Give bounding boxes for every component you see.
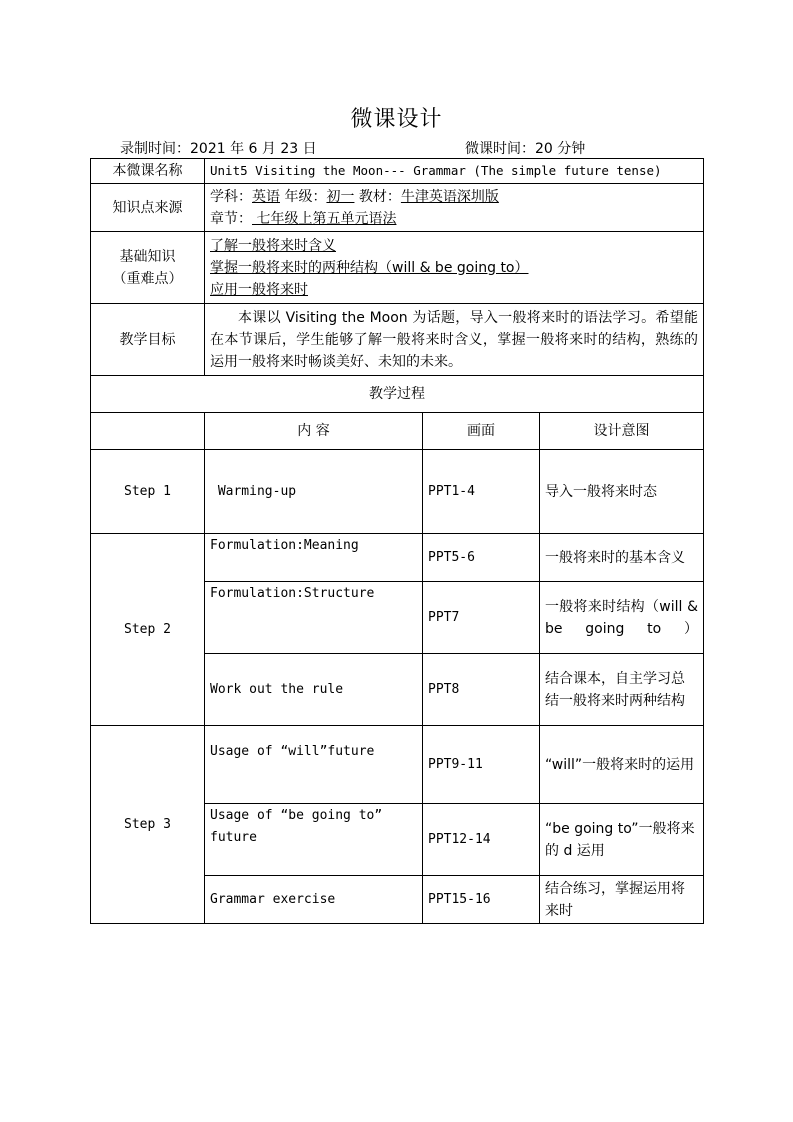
process-header-row [91,413,704,450]
step-intent: 一般将来时的基本含义 [540,534,704,582]
lesson-name-row [91,159,704,184]
page-title: 微课设计 [350,107,443,132]
step-content: Warming-up [205,450,423,534]
basics-value [205,232,704,304]
lesson-duration: 微课时间：20 分钟 [465,141,586,157]
step-content: Grammar exercise [205,876,423,924]
step-intent: 结合练习，掌握运用将来时 [540,876,704,924]
record-time: 录制时间：2021 年 6 月 23 日 [120,141,317,157]
step-content: Formulation:Meaning [205,534,423,582]
subject-value: 英语 [252,188,280,205]
step-content: Formulation:Structure [205,582,423,654]
subject-label: 学科： [210,188,252,205]
step-intent: 一般将来时结构（will & be going to ） [540,582,704,654]
textbook-label: 教材： [354,188,401,205]
header-content: 内 容 [205,413,423,450]
header-intent: 设计意图 [540,413,704,450]
table-row [91,534,704,582]
process-heading: 教学过程 [91,376,704,413]
step-label: Step 2 [91,534,205,726]
knowledge-source-label: 知识点来源 [91,184,205,232]
source-line-2 [210,208,698,230]
step-screen: PPT12-14 [423,804,540,876]
step-screen: PPT8 [423,654,540,726]
knowledge-source-value [205,184,704,232]
grade-label: 年级： [280,188,327,205]
basics-label-line-2: （重难点） [112,270,183,287]
teaching-goal-row [91,304,704,376]
lesson-plan-table [90,158,704,924]
process-heading-row [91,376,704,413]
step-screen: PPT7 [423,582,540,654]
chapter-label: 章节： [210,210,252,227]
grade-value: 初一 [326,188,355,205]
step-label: Step 1 [91,450,205,534]
lesson-name-label: 本微课名称 [91,159,205,184]
step-intent: “will”一般将来时的运用 [540,726,704,804]
step-content: Work out the rule [205,654,423,726]
step-screen: PPT9-11 [423,726,540,804]
basics-item: 了解一般将来时含义 [210,237,336,254]
step-content: Usage of “be going to” future [205,804,423,876]
knowledge-source-row [91,184,704,232]
basics-item: 应用一般将来时 [210,281,308,298]
step-screen: PPT5-6 [423,534,540,582]
step-intent: 导入一般将来时态 [540,450,704,534]
basics-row [91,232,704,304]
step-label: Step 3 [91,726,205,924]
basics-item: 掌握一般将来时的两种结构（will & be going to） [210,259,529,276]
step-screen: PPT1-4 [423,450,540,534]
header-empty-cell [91,413,205,450]
teaching-goal-label: 教学目标 [91,304,205,376]
step-screen: PPT15-16 [423,876,540,924]
table-row [91,450,704,534]
table-row [91,726,704,804]
step-intent: “be going to”一般将来的 d 运用 [540,804,704,876]
basics-label [91,232,205,304]
teaching-goal-text: 本课以 Visiting the Moon 为话题，导入一般将来时的语法学习。希望能在本节课后，学生能够了解一般将来时含义，掌握一般将来时的结构，熟练的运用一般将来时畅谈美好、未知的未来。 [205,304,704,376]
basics-label-line-1: 基础知识 [119,248,176,265]
source-line-1 [210,186,698,208]
step-content: Usage of “will”future [205,726,423,804]
textbook-value: 牛津英语深圳版 [400,188,499,205]
step-intent: 结合课本，自主学习总结一般将来时两种结构 [540,654,704,726]
header-screen: 画面 [423,413,540,450]
chapter-value: 七年级上第五单元语法 [252,210,397,227]
lesson-name-value: Unit5 Visiting the Moon--- Grammar (The simple future tense) [205,159,704,184]
